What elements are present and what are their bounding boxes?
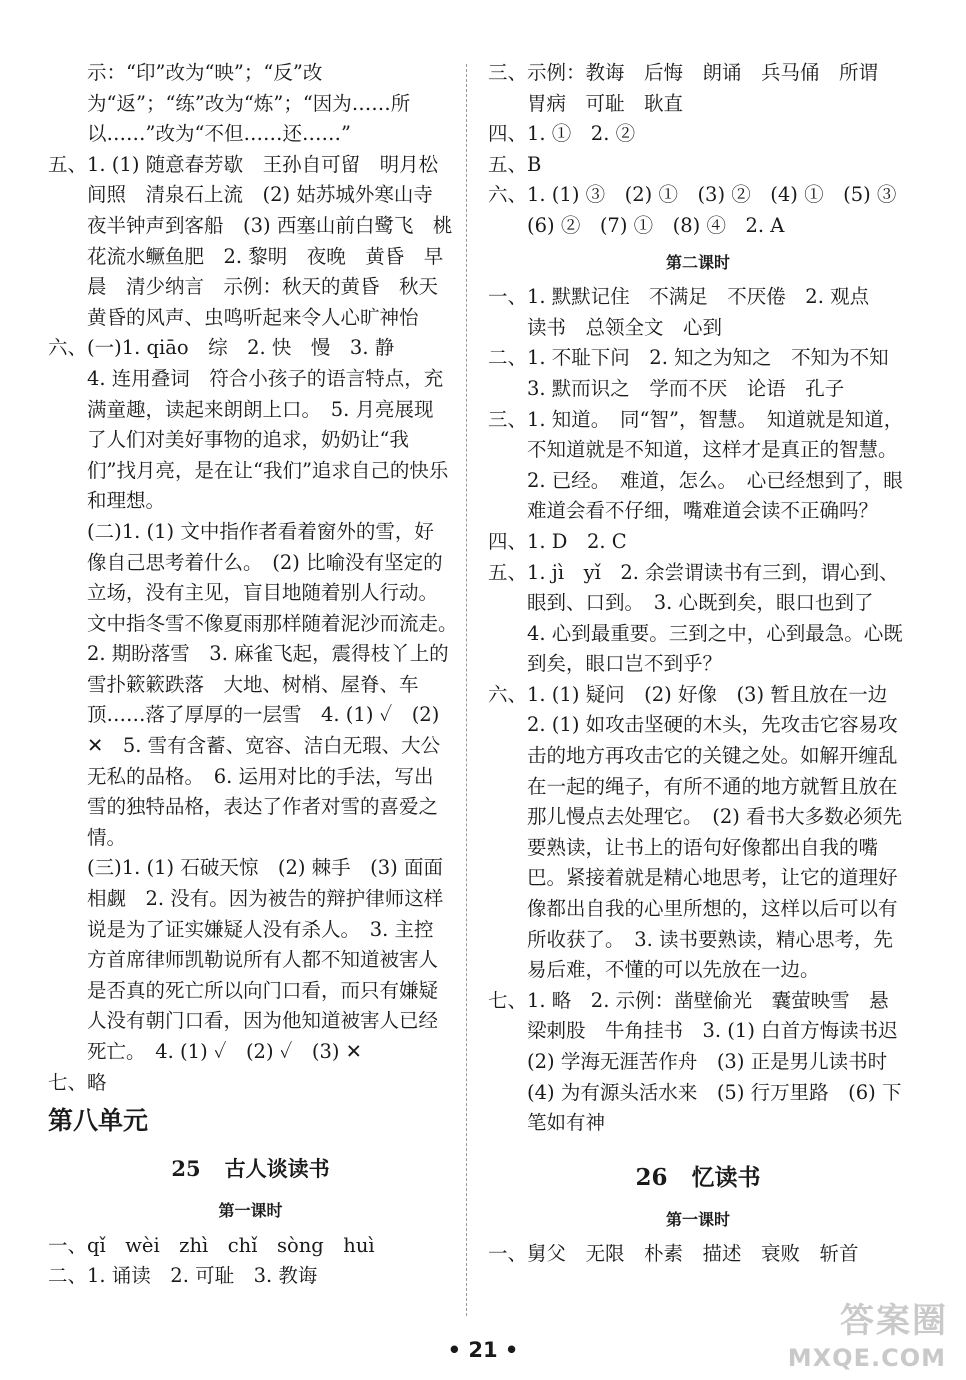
section-title: 第一课时: [665, 1209, 730, 1229]
page-number: • 21 •: [447, 1338, 519, 1362]
answer-paragraph: 三、1. 知道。 同“智”，智慧。 知道就是知道，不知道就是不知道，这样才是真正的智慧。 2. 已经。 难道，怎么。 心已经想到了，眼难道会看不仔细，嘴难道会读不正确吗？: [488, 407, 908, 523]
right-column: [488, 58, 918, 1270]
answer-paragraph: (二)1. (1) 文中指作者看着窗外的雪，好像自己思考着什么。 (2) 比喻没有坚定的立场，没有主见，盲目地随着别人行动。文中指冬雪不像夏雨那样随着泥沙而流走。 2. 期盼落雪 3. 麻雀飞起，震得枝丫上的雪扑簌簌跌落 大地、树梢、屋脊、车顶……落了厚厚的一层雪 4. (1) ✓ (2) ✕ 5. 雪有含蓄、宽容、洁白无瑕、大公无私的品格。 6. 运用对比的手法，写出雪的独特品格，表达了作者对雪的喜爱之情。: [87, 519, 468, 849]
left-column: [48, 58, 468, 1292]
lesson-number: 26: [635, 1163, 668, 1191]
answer-paragraph: 七、略: [48, 1070, 107, 1094]
answer-paragraph: 一、1. 默默记住 不满足 不厌倦 2. 观点 读书 总领全文 心到: [488, 285, 889, 339]
column-divider: [466, 64, 467, 1316]
answer-paragraph: 二、1. 不耻下问 2. 知之为知之 不知为不知 3. 默而识之 学而不厌 论语 孔子: [488, 346, 909, 400]
answer-paragraph: 一、qǐ wèi zhì chǐ sòng huì: [48, 1233, 375, 1257]
answer-paragraph: 一、舅父 无限 朴素 描述 衰败 斩首: [488, 1242, 859, 1266]
answer-paragraph: 示：“印”改为“映”；“反”改为“返”；“练”改为“炼”；“因为……所以……”改为“不但……还……”: [87, 61, 411, 146]
answer-paragraph: 五、1. jì yǐ 2. 余尝谓读书有三到，谓心到、眼到、口到。 3. 心既到矣，眼口也到了 4. 心到最重要。三到之中，心到最急。心既到矣，眼口岂不到乎？: [488, 560, 903, 676]
lesson-title: 古人谈读书: [224, 1156, 330, 1182]
answer-paragraph: (三)1. (1) 石破天惊 (2) 棘手 (3) 面面相觑 2. 没有。因为被告的辩护律师这样说是为了证实嫌疑人没有杀人。 3. 主控方首席律师凯勒说所有人都不知道被害人是否真的死亡所以向门口看，而只有嫌疑人没有朝门口看，因为他知道被害人已经死亡。 4. (1) ✓ (2) ✓ (3) ✕: [87, 856, 444, 1063]
answer-paragraph: 五、B: [488, 152, 542, 176]
lesson-heading: [48, 1152, 453, 1186]
watermark-url: MXQE.COM: [787, 1344, 946, 1372]
section-title-2: 第二课时: [665, 252, 730, 272]
answer-paragraph: 六、1. (1) 疑问 (2) 好像 (3) 暂且放在一边 2. (1) 如攻击坚硬的木头，先攻击它容易攻击的地方再攻击它的关键之处。如解开缠乱在一起的绳子，有所不通的地方就暂且放在那儿慢点去处理它。 (2) 看书大多数必须先要熟读，让书上的语句好像都出自我的嘴巴。紧接着就是精心地思考，让它的道理好像都出自我的心里所想的，这样以后可以有所收获了。 3. 读书要熟读，精心思考，先易后难，不懂的可以先放在一边。: [488, 682, 907, 982]
unit-title: 第八单元: [48, 1106, 149, 1136]
answer-paragraph: 五、1. (1) 随意春芳歇 王孙自可留 明月松间照 清泉石上流 (2) 姑苏城外寒山寺 夜半钟声到客船 (3) 西塞山前白鹭飞 桃花流水鳜鱼肥 2. 黎明 夜晚 黄昏 早晨 清少纳言 示例：秋天的黄昏 秋天黄昏的风声、虫鸣听起来令人心旷神怡: [48, 152, 453, 329]
answer-paragraph: 四、1. D 2. C: [488, 529, 627, 553]
lesson-title: 忆读书: [691, 1163, 761, 1191]
answer-paragraph: 六、1. (1) ③ (2) ① (3) ② (4) ① (5) ③ (6) ② (7) ① (8) ④ 2. A: [488, 183, 916, 237]
answer-paragraph: 4. 连用叠词 符合小孩子的语言特点，充满童趣，读起来朗朗上口。 5. 月亮展现了人们对美好事物的追求，奶奶让“我们”找月亮，是在让“我们”追求自己的快乐和理想。: [87, 366, 449, 513]
answer-paragraph: 三、示例：教诲 后悔 朗诵 兵马俑 所谓 胃病 可耻 耿直: [488, 61, 898, 115]
lesson-number: 25: [171, 1156, 201, 1182]
watermark-logo: 答案圈: [840, 1301, 948, 1341]
answer-paragraph: 六、(一)1. qiāo 综 2. 快 慢 3. 静: [48, 336, 395, 360]
answer-paragraph: 四、1. ① 2. ②: [488, 122, 636, 146]
answer-paragraph: 七、1. 略 2. 示例：凿壁偷光 囊萤映雪 悬梁刺股 牛角挂书 3. (1) 白首方悔读书迟 (2) 学海无涯苦作舟 (3) 正是男儿读书时 (4) 为有源头活水来 (5) 行万里路 (6) 下笔如有神: [488, 988, 918, 1135]
answer-paragraph: 二、1. 诵读 2. 可耻 3. 教诲: [48, 1264, 318, 1288]
section-title: 第一课时: [218, 1201, 283, 1221]
lesson-heading: [488, 1161, 908, 1195]
